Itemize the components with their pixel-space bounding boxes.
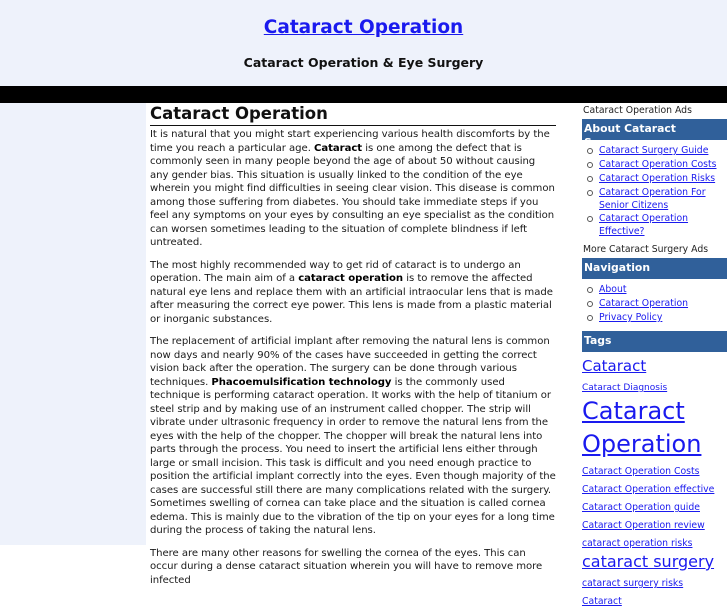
ads-label: Cataract Operation Ads: [583, 105, 692, 116]
tag-link[interactable]: cataract surgery risks: [582, 578, 684, 589]
nav-link-label: Cataract Operation: [599, 298, 689, 309]
about-link[interactable]: [599, 186, 727, 212]
about-heading: About Cataract Surgery: [582, 119, 727, 140]
text-run: is to remove the affected natural eye lens and replace them with an artificial intraocular lens that is made after measuring the correct eye power. This lens is made from a plastic material or inorganic substances.: [150, 273, 553, 325]
about-links: [582, 144, 727, 238]
nav-link-label: About: [599, 284, 627, 295]
bold-keyword: cataract operation: [298, 273, 404, 284]
more-ads-label: More Cataract Surgery Ads: [583, 244, 709, 255]
tag-link[interactable]: Cataract Operation review: [582, 520, 705, 531]
tags-heading: Tags: [582, 331, 727, 352]
bullet-icon: [587, 315, 593, 321]
about-link-label: Cataract Operation For Senior Citizens: [599, 187, 706, 211]
tag-link[interactable]: Cataract Operation guide: [582, 502, 700, 513]
text-run: It is natural that you might start experiencing various health discomforts by the time you reach a particular age.: [150, 129, 550, 154]
tag-link[interactable]: Cataract Operation: [582, 397, 702, 458]
tag-link[interactable]: cataract surgery: [582, 552, 715, 571]
about-link[interactable]: [599, 144, 727, 158]
bullet-icon: [587, 176, 593, 182]
about-link[interactable]: [599, 172, 727, 186]
about-link-label: Cataract Surgery Guide: [599, 145, 709, 156]
text-run: is the commonly used technique is performing cataract operation. It works with the help of titanium or steel strip and by making use of an instrument called chopper. The strip will vibrate under ultrasonic frequency in order to remove the natural lens from the eyes with the help of the chopper. The chopper will break the natural lens into parts through the process. You need to insert the artificial lens either through large or small incision. This task is difficult and you need enough practice to position the artificial implant correctly into the eyes. Even though majority of the cases are successful still there are many complications related with the surgery. Sometimes swelling of cornea can take place and the situation is called cornea edema. This is mainly due to the vibration of the tip on your eyes for a long time during the process of taking the natural lens.: [150, 376, 556, 536]
nav-link[interactable]: [599, 297, 727, 311]
bullet-icon: [587, 216, 593, 222]
bold-keyword: Cataract: [314, 142, 363, 154]
about-link[interactable]: [599, 212, 727, 238]
post-content: [150, 104, 556, 596]
tag-link[interactable]: Cataract Operation Costs: [582, 466, 700, 477]
about-link-label: Cataract Operation Effective?: [599, 213, 689, 237]
text-run: is one among the defect that is commonly seen in many people beyond the age of about 50 without causing any gender bias. This situation is usually linked to the condition of the eye wherein you might find difficulties in seeing clear vision. This disease is common among those suffering from diabetes. You should take immediate steps if you feel any symptoms on your eyes by consulting an eye specialist as the condition can worsen sometimes leading to the situation of complete blindness if left untreated.: [150, 142, 555, 248]
paragraph-3: [150, 335, 556, 538]
navigation-links: [582, 283, 727, 325]
about-link-label: Cataract Operation Risks: [599, 173, 716, 184]
text-run: There are many other reasons for swelling the cornea of the eyes. This can occur during a dense cataract situation wherein you will have to remove more infected: [150, 547, 543, 586]
text-run: The replacement of artificial implant after removing the natural lens is common now days and nearly 90% of the cases have succeeded in getting the correct vision back after the operation. The surgery can be done through various techniques.: [150, 336, 550, 388]
nav-link[interactable]: [599, 311, 727, 325]
bullet-icon: [587, 301, 593, 307]
tag-link[interactable]: Cataract Operation effective: [582, 484, 715, 495]
nav-link-label: Privacy Policy: [599, 312, 663, 323]
left-margin: [0, 103, 146, 545]
bullet-icon: [587, 190, 593, 196]
text-run: The most highly recommended way to get rid of cataract is to undergo an operation. The main aim of a: [150, 259, 521, 284]
tag-link[interactable]: cataract operation risks: [582, 538, 693, 549]
sidebar: [582, 103, 727, 609]
about-link[interactable]: [599, 158, 727, 172]
bullet-icon: [587, 148, 593, 154]
navigation-heading: Navigation: [582, 258, 727, 279]
paragraph-4: [150, 547, 556, 588]
tag-link[interactable]: Cataract: [582, 357, 647, 375]
post-title: Cataract Operation: [150, 104, 556, 126]
site-header: [0, 0, 727, 86]
paragraph-1: [150, 128, 556, 250]
tag-link[interactable]: Cataract Diagnosis: [582, 383, 668, 393]
about-link-label: Cataract Operation Costs: [599, 159, 717, 170]
tag-link[interactable]: Cataract: [582, 596, 622, 607]
site-description: Cataract Operation & Eye Surgery: [243, 55, 484, 70]
bullet-icon: [587, 287, 593, 293]
bullet-icon: [587, 162, 593, 168]
bold-keyword: Phacoemulsification technology: [211, 376, 392, 388]
paragraph-2: [150, 259, 556, 327]
tag-cloud: [582, 355, 727, 609]
site-title-link[interactable]: Cataract Operation: [263, 17, 464, 38]
nav-bar: [0, 86, 727, 103]
nav-link[interactable]: [599, 283, 727, 297]
